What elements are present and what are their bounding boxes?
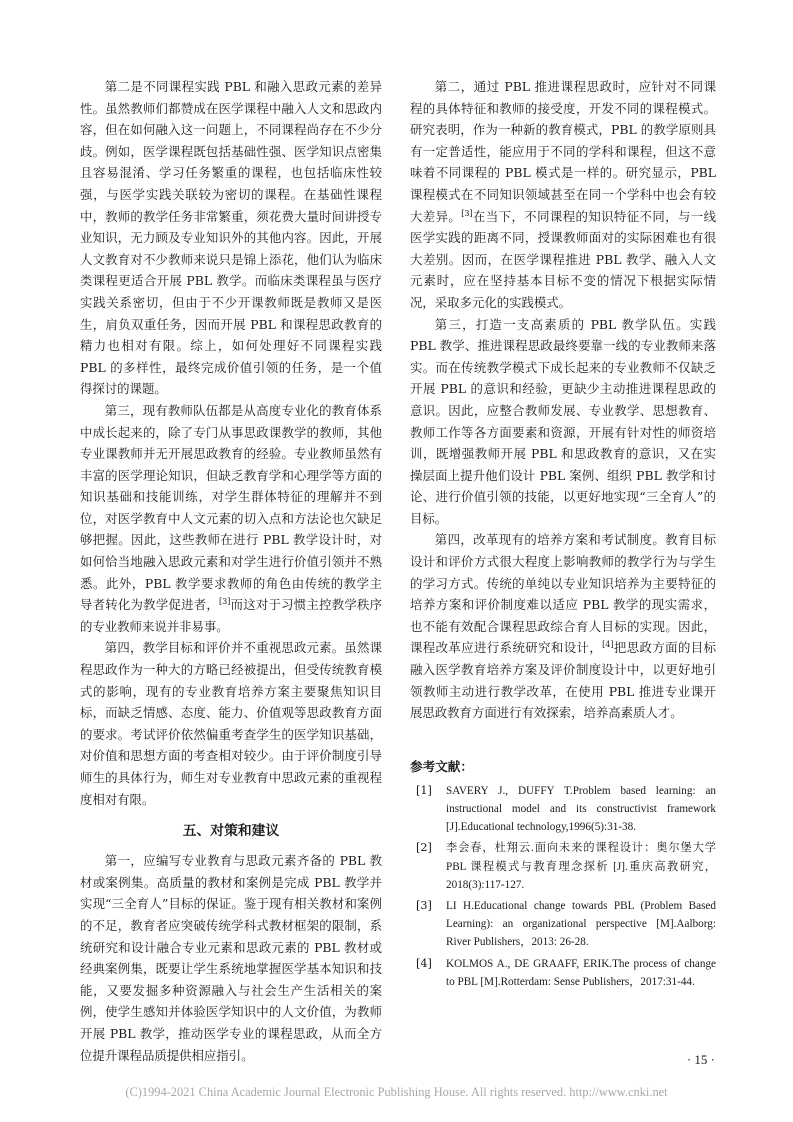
reference-text: 李会春，杜翔云.面向未来的课程设计：奥尔堡大学 PBL 课程模式与教育理念探析 [J].重庆高教研究，2018(3):117-127. — [446, 842, 716, 891]
citation-mark: [3] — [219, 597, 231, 607]
references-heading: 参考文献： — [410, 758, 473, 774]
reference-number: [3] — [416, 899, 432, 913]
left-column — [80, 76, 382, 1066]
reference-text: KOLMOS A., DE GRAAFF, ERIK.The process of change to PBL [M].Rotterdam: Sense Publishers，2017:31-44. — [446, 957, 716, 988]
paragraph-text: 第四，改革现有的培养方案和考试制度。教育目标设计和评价方式很大程度上影响教师的教学行为与学生的学习方式。传统的单纯以专业知识培养为主要特征的培养方案和评价制度难以适应 PBL 教学的现实需求，也不能有效配合课程思政综合育人目标的实现。因此，课程改革应进行系统研究和设计， — [410, 532, 716, 656]
paragraph-text: 第二，通过 PBL 推进课程思政时，应针对不同课程的具体特征和教师的接受度，开发不同的课程模式。研究表明，作为一种新的教育模式，PBL 的教学原则具有一定普适性，能应用于不同的学科和课程，但这不意味着不同课程的 PBL 模式是一样的。研究显示，PBL 课程模式在不同知识领域甚至在同一个学科中也会有较大差异。 — [410, 79, 716, 224]
paragraph-text: 在当下，不同课程的知识特征不同，与一线医学实践的距离不同，授课教师面对的实际困难也有很大差别。因而，在医学课程推进 PBL 教学、融入人文元素时，应在坚持基本目标不变的情况下根据实际情况，采取多元化的实践模式。 — [410, 208, 717, 310]
paragraph — [410, 529, 716, 723]
citation-mark: [4] — [602, 640, 614, 650]
copyright-footer: (C)1994-2021 China Academic Journal Electronic Publishing House. All rights reserved. http://www.cnki.net — [125, 1085, 668, 1099]
page-number: · 15 · — [686, 1052, 715, 1067]
right-column — [410, 76, 716, 994]
reference-list — [410, 782, 716, 991]
paragraph: 第一，应编写专业教育与思政元素齐备的 PBL 教材或案例集。高质量的教材和案例是完成 PBL 教学并实现“三全育人”目标的保证。鉴于现有相关教材和案例的不足，教育者应突破传统学科式教材框架的限制，系统研究和设计融合专业元素和思政元素的 PBL 教材或经典案例集，既要让学生系统地掌握医学基本知识和技能，又要发掘多种资源融入与社会生产生活相关的案例，使学生感知并体验医学知识中的人文价值，为教师开展 PBL 教学，推动医学专业的课程思政，从而全方位提升课程品质提供相应指引。 — [80, 853, 382, 1063]
paragraph — [410, 76, 716, 314]
reference-item — [410, 839, 716, 894]
reference-text: SAVERY J., DUFFY T.Problem based learning: an instructional model and its constructivist framework [J].Educational technology,1996(5):31-38. — [446, 784, 716, 834]
reference-text: LI H.Educational change towards PBL (Problem Based Learning): an organizational perspective [M].Aalborg: River Publishers，2013: 26-28. — [446, 900, 716, 949]
reference-number: [4] — [416, 956, 432, 970]
section-heading: 五、对策和建议 — [182, 823, 280, 840]
reference-item — [410, 897, 716, 952]
reference-number: [1] — [416, 783, 432, 797]
paragraph-text: 而这对于习惯主控教学秩序的专业教师来说并非易事。 — [80, 597, 383, 634]
paragraph: 第二是不同课程实践 PBL 和融入思政元素的差异性。虽然教师们都赞成在医学课程中融入人文和思政内容，但在如何融入这一问题上，不同课程尚存在不少分歧。例如，医学课程既包括基础性强、医学知识点密集且容易混淆、学习任务繁重的课程，也包括临床性较强，与医学实践关联较为密切的课程。在基础性课程中，教师的教学任务非常繁重，须花费大量时间讲授专业知识，无力顾及专业知识外的其他内容。因此，开展人文教育对不少教师来说只是锦上添花，他们认为临床类课程更适合开展 PBL 教学。而临床类课程虽与医疗实践关系密切，但由于不少开课教师既是教师又是医生，肩负双重任务，因而开展 PBL 和课程思政教育的精力也相对有限。综上，如何处理好不同课程实践 PBL 的多样性，最终完成价值引领的任务，是一个值得探讨的课题。 — [80, 79, 382, 397]
reference-item — [410, 955, 716, 991]
paragraph: 第四，教学目标和评价并不重视思政元素。虽然课程思政作为一种大的方略已经被提出，但受传统教育模式的影响，现有的专业教育培养方案主要聚焦知识目标，而缺乏情感、态度、能力、价值观等思政教育方面的要求。考试评价依然偏重考查学生的医学知识基础，对价值和思想方面的考查相对较少。由于评价制度引导师生的具体行为，师生对专业教育中思政元素的重视程度相对有限。 — [80, 640, 382, 807]
reference-item — [410, 782, 716, 837]
paragraph-text: 把思政方面的目标融入医学教育培养方案及评价制度设计中，以更好地引领教师主动进行教学改革，在使用 PBL 推进专业课开展思政教育方面进行有效探索，培养高素质人才。 — [410, 640, 717, 721]
paragraph — [80, 400, 382, 638]
paragraph: 第三，打造一支高素质的 PBL 教学队伍。实践 PBL 教学、推进课程思政最终要靠一线的专业教师来落实。而在传统教学模式下成长起来的专业教师不仅缺乏开展 PBL 的意识和经验，更缺少主动推进课程思政的意识。因此，应整合教师发展、专业教学、思想教育、教师工作等各方面要素和资源，开展有针对性的师资培训，既增强教师开展 PBL 和思政教育的意识，又在实操层面上提升他们设计 PBL 案例、组织 PBL 教学和讨论、进行价值引领的技能，以更好地实现“三全育人”的目标。 — [410, 316, 716, 526]
citation-mark: [3] — [461, 208, 473, 218]
paragraph-text: 第三，现有教师队伍都是从高度专业化的教育体系中成长起来的，除了专门从事思政课教学的教师，其他专业课教师并无开展思政教育的经验。专业教师虽然有丰富的医学理论知识，但缺乏教育学和心理学等方面的知识基础和技能训练，对学生群体特征的理解并不到位，对医学教育中人文元素的切入点和方法论也欠缺足够把握。因此，这些教师在进行 PBL 教学设计时，对如何恰当地融入思政元素和对学生进行价值引领并不熟悉。此外，PBL 教学要求教师的角色由传统的教学主导者转化为教学促进者， — [80, 402, 382, 613]
reference-number: [2] — [416, 841, 432, 855]
